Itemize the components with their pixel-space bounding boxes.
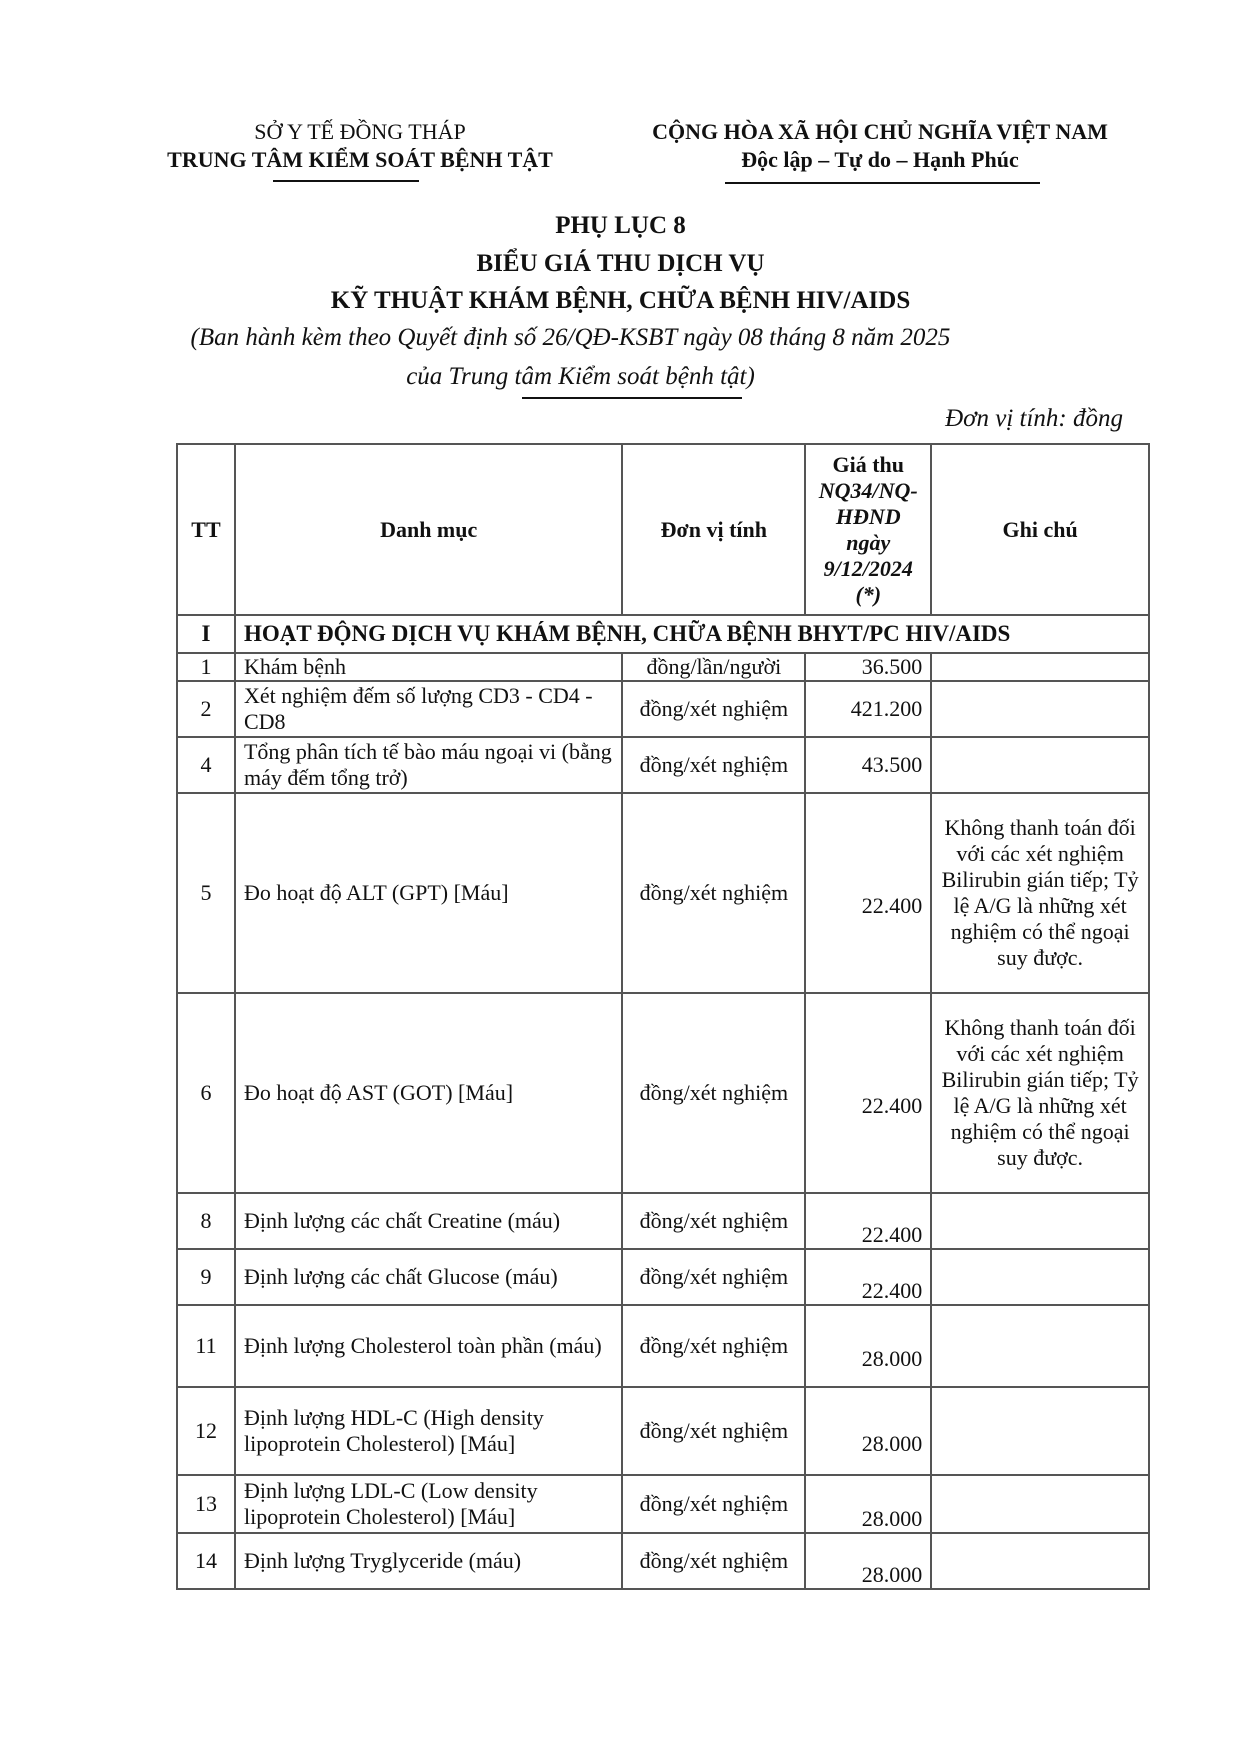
- row-unit: đồng/xét nghiệm: [622, 993, 805, 1193]
- row-name: Đo hoạt độ ALT (GPT) [Máu]: [235, 793, 622, 993]
- row-price: 28.000: [805, 1533, 931, 1589]
- national-motto: Độc lập – Tự do – Hạnh Phúc: [741, 147, 1019, 172]
- row-name: Khám bệnh: [235, 653, 622, 681]
- row-unit: đồng/xét nghiệm: [622, 737, 805, 793]
- row-price: 22.400: [805, 993, 931, 1193]
- col-header-tt: TT: [177, 444, 235, 615]
- price-header-line5: (*): [855, 581, 882, 607]
- row-unit: đồng/xét nghiệm: [622, 1193, 805, 1249]
- row-price: 28.000: [805, 1305, 931, 1387]
- row-tt: 4: [177, 737, 235, 793]
- table-row: [177, 681, 1149, 737]
- row-price: 22.400: [805, 1193, 931, 1249]
- row-tt: 2: [177, 681, 235, 737]
- row-price: 421.200: [805, 681, 931, 737]
- section-row: [177, 615, 1149, 653]
- row-note: [931, 737, 1149, 793]
- col-header-note: Ghi chú: [931, 444, 1149, 615]
- table-row: [177, 1533, 1149, 1589]
- row-name: Định lượng các chất Creatine (máu): [235, 1193, 622, 1249]
- table-row: [177, 1305, 1149, 1387]
- row-note: Không thanh toán đối với các xét nghiệm Bilirubin gián tiếp; Tỷ lệ A/G là những xét nghiệm có thể ngoại suy được.: [931, 993, 1149, 1193]
- row-name: Định lượng Tryglyceride (máu): [235, 1533, 622, 1589]
- col-header-unit: Đơn vị tính: [622, 444, 805, 615]
- price-header-line3: ngày: [846, 529, 891, 555]
- doc-title-line1: BIỂU GIÁ THU DỊCH VỤ: [476, 250, 765, 277]
- national-header: [610, 118, 1150, 174]
- motto-underline: [725, 182, 1040, 184]
- row-price: 43.500: [805, 737, 931, 793]
- row-unit: đồng/xét nghiệm: [622, 1475, 805, 1533]
- issuer-underline: [273, 180, 419, 182]
- row-name: Định lượng LDL-C (Low density lipoprotein Cholesterol) [Máu]: [235, 1475, 622, 1533]
- section-title: HOẠT ĐỘNG DỊCH VỤ KHÁM BỆNH, CHỮA BỆNH BHYT/PC HIV/AIDS: [235, 615, 1149, 653]
- table-row: [177, 1193, 1149, 1249]
- row-tt: 6: [177, 993, 235, 1193]
- row-note: [931, 1249, 1149, 1305]
- row-unit: đồng/xét nghiệm: [622, 1305, 805, 1387]
- price-table: [176, 443, 1150, 1590]
- row-unit: đồng/xét nghiệm: [622, 1387, 805, 1475]
- price-header-line4: 9/12/2024: [823, 555, 913, 581]
- row-price: 22.400: [805, 1249, 931, 1305]
- row-tt: 1: [177, 653, 235, 681]
- row-name: Định lượng HDL-C (High density lipoprotein Cholesterol) [Máu]: [235, 1387, 622, 1475]
- table-row: [177, 653, 1149, 681]
- currency-unit-note: Đơn vị tính: đồng: [945, 405, 1123, 432]
- doc-title-line2: KỸ THUẬT KHÁM BỆNH, CHỮA BỆNH HIV/AIDS: [330, 287, 911, 314]
- row-name: Định lượng các chất Glucose (máu): [235, 1249, 622, 1305]
- row-tt: 8: [177, 1193, 235, 1249]
- row-tt: 12: [177, 1387, 235, 1475]
- row-tt: 13: [177, 1475, 235, 1533]
- row-unit: đồng/lần/người: [622, 653, 805, 681]
- row-note: [931, 681, 1149, 737]
- national-title: CỘNG HÒA XÃ HỘI CHỦ NGHĨA VIỆT NAM: [652, 119, 1108, 144]
- row-note: [931, 1193, 1149, 1249]
- row-tt: 5: [177, 793, 235, 993]
- issuer-center: TRUNG TÂM KIỂM SOÁT BỆNH TẬT: [167, 147, 553, 172]
- table-row: [177, 737, 1149, 793]
- issuer-department: SỞ Y TẾ ĐỒNG THÁP: [254, 119, 466, 144]
- row-unit: đồng/xét nghiệm: [622, 1249, 805, 1305]
- price-header-line1: Giá thu: [832, 451, 905, 477]
- row-note: Không thanh toán đối với các xét nghiệm Bilirubin gián tiếp; Tỷ lệ A/G là những xét nghiệm có thể ngoại suy được.: [931, 793, 1149, 993]
- row-name: Xét nghiệm đếm số lượng CD3 - CD4 - CD8: [235, 681, 622, 737]
- price-header-line2: NQ34/NQ-HĐND: [818, 477, 918, 529]
- row-tt: 11: [177, 1305, 235, 1387]
- row-note: [931, 1533, 1149, 1589]
- table-row: [177, 1387, 1149, 1475]
- row-price: 28.000: [805, 1387, 931, 1475]
- subtitle-underline: [522, 397, 742, 399]
- row-unit: đồng/xét nghiệm: [622, 793, 805, 993]
- row-price: 22.400: [805, 793, 931, 993]
- row-note: [931, 653, 1149, 681]
- col-header-price: [805, 444, 931, 615]
- row-note: [931, 1305, 1149, 1387]
- row-tt: 9: [177, 1249, 235, 1305]
- appendix-title: PHỤ LỤC 8: [555, 212, 686, 239]
- section-number: I: [177, 615, 235, 653]
- row-unit: đồng/xét nghiệm: [622, 1533, 805, 1589]
- row-price: 36.500: [805, 653, 931, 681]
- table-header-row: [177, 444, 1149, 615]
- row-note: [931, 1387, 1149, 1475]
- doc-subtitle-line2: của Trung tâm Kiểm soát bệnh tật): [406, 363, 755, 390]
- table-row: [177, 1475, 1149, 1533]
- row-name: Đo hoạt độ AST (GOT) [Máu]: [235, 993, 622, 1193]
- table-row: [177, 1249, 1149, 1305]
- issuer-header: [130, 118, 590, 174]
- row-price: 28.000: [805, 1475, 931, 1533]
- row-name: Tổng phân tích tế bào máu ngoại vi (bằng máy đếm tổng trở): [235, 737, 622, 793]
- table-row: [177, 793, 1149, 993]
- doc-subtitle-line1: (Ban hành kèm theo Quyết định số 26/QĐ-KSBT ngày 08 tháng 8 năm 2025: [190, 324, 951, 351]
- table-row: [177, 993, 1149, 1193]
- row-note: [931, 1475, 1149, 1533]
- col-header-name: Danh mục: [235, 444, 622, 615]
- row-unit: đồng/xét nghiệm: [622, 681, 805, 737]
- row-name: Định lượng Cholesterol toàn phần (máu): [235, 1305, 622, 1387]
- row-tt: 14: [177, 1533, 235, 1589]
